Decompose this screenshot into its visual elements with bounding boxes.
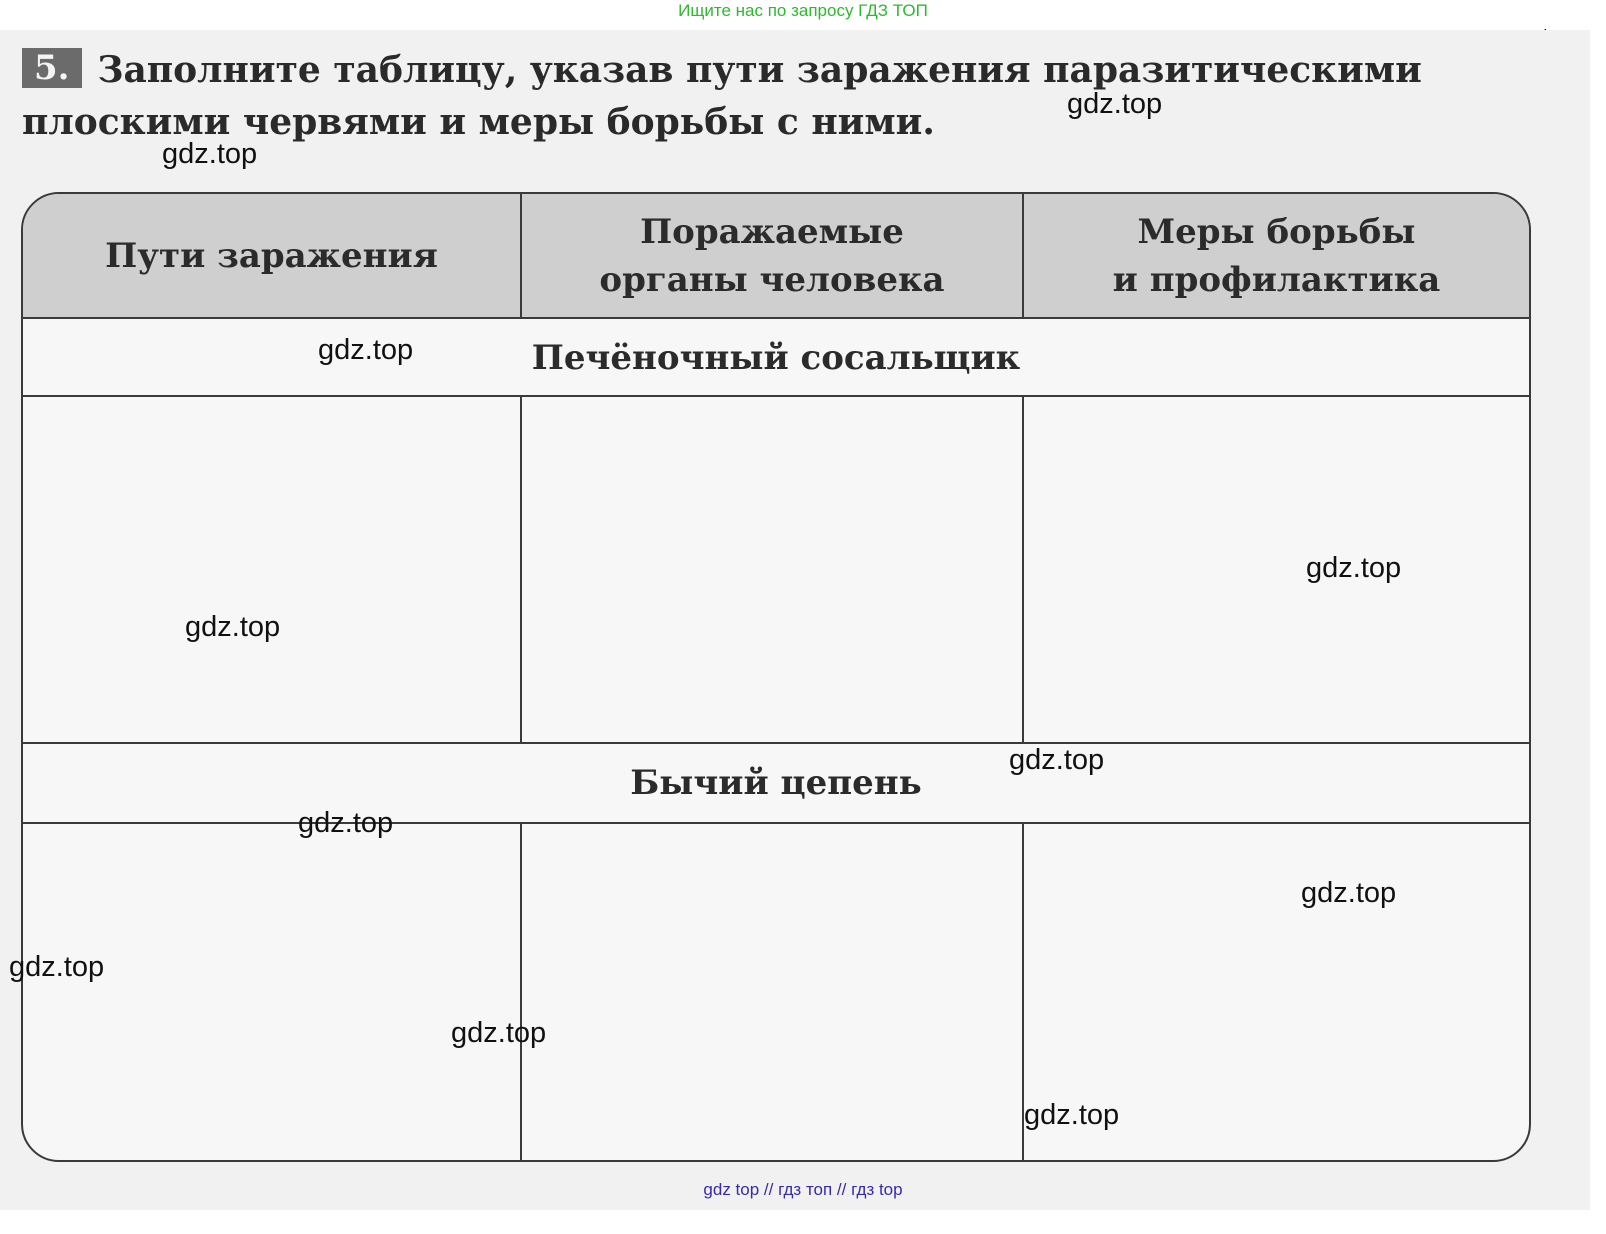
watermark: gdz.top: [162, 138, 258, 170]
header-prevention-measures: Меры борьбы и профилактика: [1112, 211, 1441, 300]
header-affected-organs: Поражаемые органы человека: [599, 211, 945, 300]
header-infection-routes: Пути заражения: [105, 235, 438, 276]
watermark: gdz.top: [298, 807, 394, 839]
section-title-liver-fluke: Печёночный сосальщик: [531, 338, 1021, 378]
watermark: gdz.top: [185, 611, 281, 643]
worksheet-table: [21, 192, 1531, 1162]
top-banner: Ищите нас по запросу ГДЗ ТОП: [678, 1, 928, 20]
watermark: gdz.top: [9, 951, 105, 983]
watermark: gdz.top: [1301, 877, 1397, 909]
column-divider: [1022, 194, 1024, 317]
watermark: gdz.top: [1306, 552, 1402, 584]
column-divider: [520, 824, 522, 1162]
task-text: Заполните таблицу, указав пути заражения паразитическими плоскими червями и меры борьбы с ними.: [22, 49, 1422, 143]
watermark: gdz.top: [451, 1017, 547, 1049]
section-title-beef-tapeworm: Бычий цепень: [630, 763, 922, 803]
column-divider: [1022, 397, 1024, 743]
watermark: gdz.top: [1009, 744, 1105, 776]
row-divider: [23, 395, 1529, 397]
task-number: 5.: [22, 48, 82, 88]
watermark: gdz.top: [1067, 88, 1163, 120]
watermark: gdz.top: [318, 334, 414, 366]
task-heading: [22, 44, 1582, 148]
column-divider: [520, 194, 522, 317]
watermark: gdz.top: [1024, 1099, 1120, 1131]
footer-links: gdz top // гдз топ // гдз top: [703, 1180, 903, 1199]
column-divider: [520, 397, 522, 743]
row-divider: [23, 822, 1529, 824]
